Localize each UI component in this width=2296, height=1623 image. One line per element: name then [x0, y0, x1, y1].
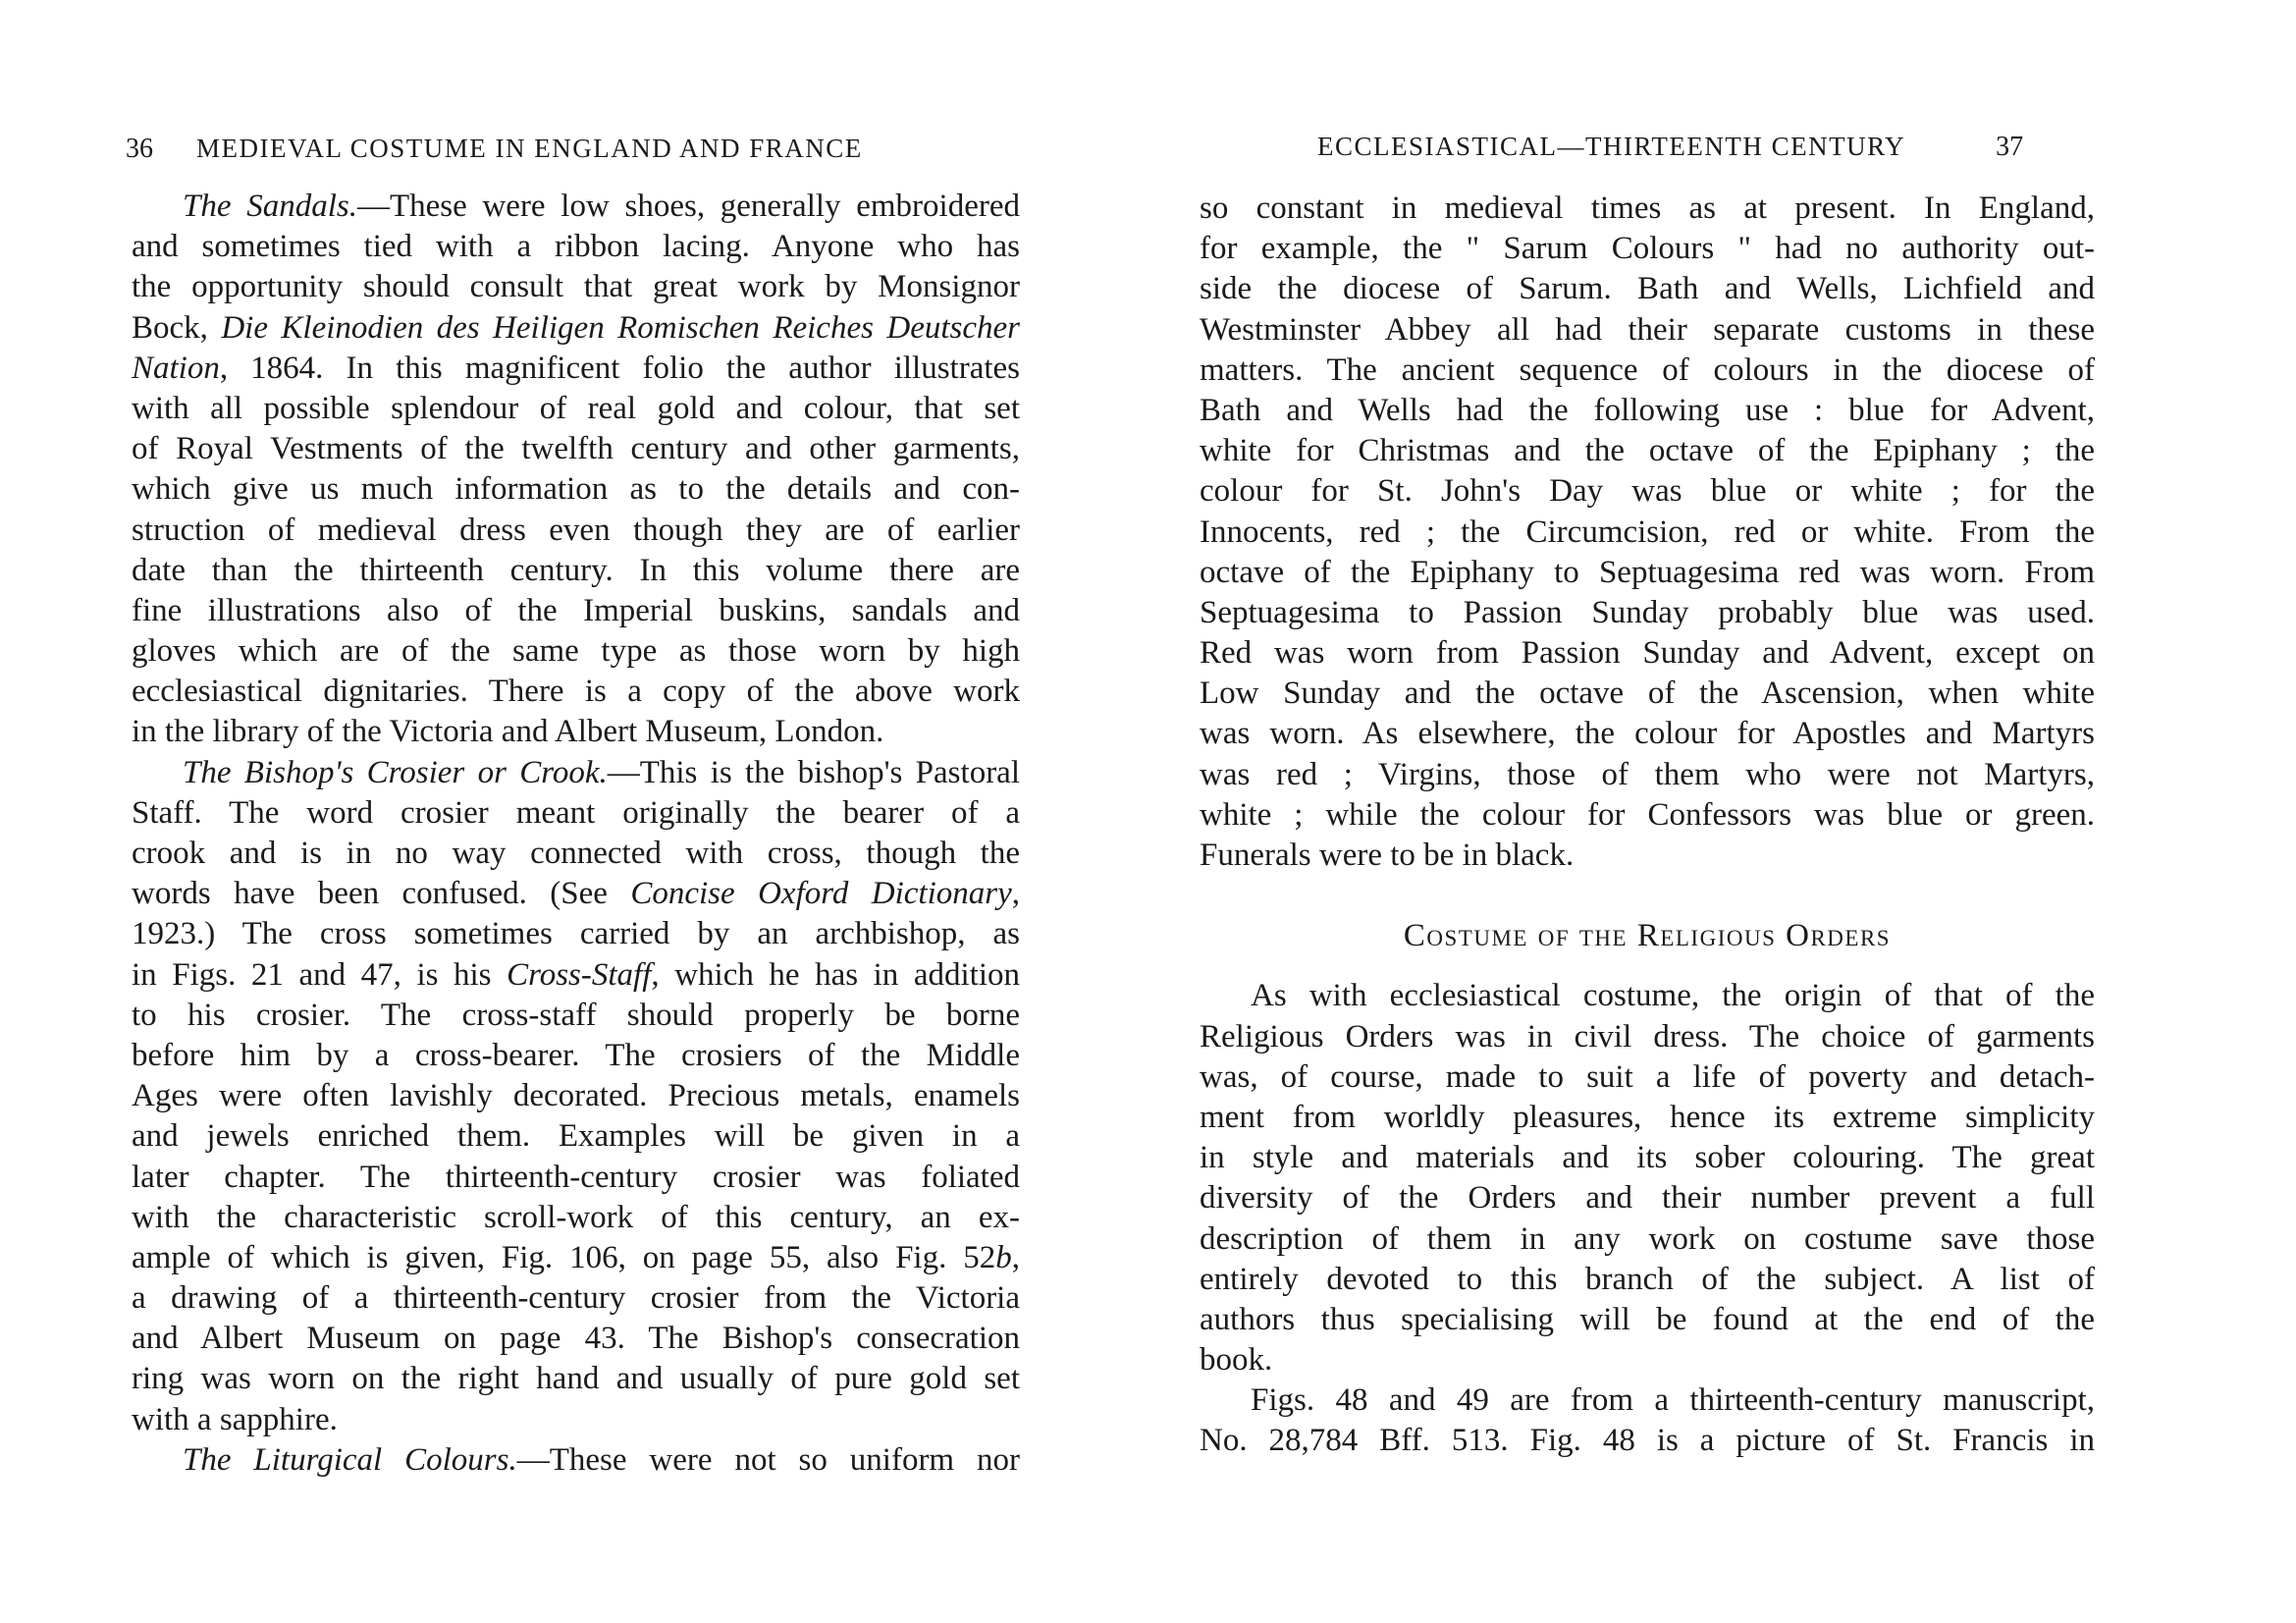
text-line [132, 631, 1020, 672]
text-run: Figs. 48 and 49 are from a thirteenth-century manuscript, [1251, 1382, 2095, 1419]
body-text [1200, 189, 2095, 1462]
text-line [132, 227, 1020, 267]
text-run: 1923.) The cross sometimes carried by an archbishop, as [132, 916, 1020, 952]
italic-text: Die Kleinodien des Heiligen Romischen Reiches Deutscher [221, 309, 1020, 346]
text-line [132, 1036, 1020, 1076]
text-line [132, 187, 1020, 227]
text-line [1200, 674, 2095, 714]
text-line [132, 834, 1020, 874]
text-run: before him by a cross-bearer. The crosiers of the Middle [132, 1037, 1020, 1073]
text-line [132, 1278, 1020, 1319]
text-line [132, 429, 1020, 469]
italic-text: Cross-Staff [507, 956, 652, 993]
running-head [1317, 132, 2023, 163]
running-head-title: MEDIEVAL COSTUME IN ENGLAND AND FRANCE [196, 134, 863, 163]
text-line [132, 591, 1020, 631]
text-run: ecclesiastical dignitaries. There is a copy of the above work [132, 674, 1020, 710]
text-run: entirely devoted to this branch of the subject. A list of [1200, 1261, 2095, 1297]
text-run: , 1864. In this magnificent folio the author illustrates [219, 350, 1020, 386]
text-run: was worn. As elsewhere, the colour for Apostles and Martyrs [1200, 716, 2095, 752]
text-run: Low Sunday and the octave of the Ascension, when white [1200, 676, 2095, 712]
italic-text: Concise Oxford Dictionary [630, 876, 1012, 912]
italic-text: Nation [132, 350, 220, 386]
text-line [1200, 836, 2095, 876]
text-run: and jewels enriched them. Examples will be given in a [132, 1118, 1020, 1155]
text-run: ment from worldly pleasures, hence its extreme simplicity [1200, 1099, 2095, 1135]
text-run: description of them in any work on costume save those [1200, 1220, 2095, 1257]
text-line [1200, 431, 2095, 471]
text-line [132, 551, 1020, 591]
text-run: in the library of the Victoria and Albert Museum, London. [132, 714, 884, 750]
text-run: in Figs. 21 and 47, is his [132, 956, 507, 993]
text-run: Religious Orders was in civil dress. The choice of garments [1200, 1018, 2095, 1055]
text-line [132, 1400, 1020, 1440]
text-line [132, 793, 1020, 834]
italic-text: b [995, 1239, 1012, 1275]
text-line [1200, 310, 2095, 351]
text-run: to his crosier. The cross-staff should properly be borne [132, 997, 1020, 1033]
running-head-title: ECCLESIASTICAL—THIRTEENTH CENTURY [1317, 132, 1906, 161]
text-line [132, 308, 1020, 349]
text-line [1200, 1017, 2095, 1057]
section-heading: Costume of the Religious Orders [1403, 918, 1892, 954]
text-run: date than the thirteenth century. In this volume there are [132, 552, 1020, 588]
running-head [126, 134, 863, 165]
text-line [1200, 1057, 2095, 1098]
text-line [1200, 1178, 2095, 1218]
text-run: side the diocese of Sarum. Bath and Wells, Lichfield and [1200, 271, 2095, 307]
text-line [132, 1116, 1020, 1157]
text-run: the opportunity should consult that great work by Monsignor [132, 269, 1020, 305]
text-run: authors thus specialising will be found at the end of the [1200, 1301, 2095, 1337]
text-run: , [1011, 876, 1020, 912]
italic-text: The Sandals. [183, 189, 357, 224]
text-line [1200, 1260, 2095, 1300]
text-line [1200, 1340, 2095, 1380]
text-run: with the characteristic scroll-work of this century, an ex- [132, 1199, 1020, 1235]
text-line [1200, 269, 2095, 309]
text-run: —These were not so uniform nor [516, 1441, 1021, 1478]
text-run: gloves which are of the same type as those worn by high [132, 633, 1020, 670]
text-line [1200, 391, 2095, 431]
text-run: a drawing of a thirteenth-century crosier from the Victoria [132, 1280, 1020, 1317]
text-run: colour for St. John's Day was blue or white ; for the [1200, 473, 2095, 510]
text-run: ring was worn on the right hand and usually of pure gold set [132, 1361, 1020, 1397]
text-run: Bock, [132, 309, 222, 346]
text-line [132, 914, 1020, 954]
text-line [1200, 229, 2095, 269]
text-run: ample of which is given, Fig. 106, on page 55, also Fig. 52 [132, 1239, 996, 1275]
text-line [132, 1198, 1020, 1238]
text-line [1200, 513, 2095, 553]
text-run: for example, the " Sarum Colours " had no authority out- [1200, 231, 2095, 267]
text-line [132, 672, 1020, 712]
text-line [132, 753, 1020, 793]
text-run: Ages were often lavishly decorated. Precious metals, enamels [132, 1078, 1020, 1114]
text-line [1200, 471, 2095, 512]
italic-text: The Bishop's Crosier or Crook. [183, 754, 608, 790]
text-run: Bath and Wells had the following use : blue for Advent, [1200, 392, 2095, 428]
text-line [1200, 714, 2095, 754]
text-run: diversity of the Orders and their number prevent a full [1200, 1180, 2095, 1217]
text-run: was red ; Virgins, those of them who were not Martyrs, [1200, 756, 2095, 792]
text-run: white ; while the colour for Confessors was blue or green. [1200, 796, 2095, 833]
text-run: Westminster Abbey all had their separate customs in these [1200, 311, 2095, 348]
italic-text: The Liturgical Colours. [183, 1441, 517, 1478]
text-line [1200, 633, 2095, 674]
text-line [1200, 1138, 2095, 1178]
text-run: —These were low shoes, generally embroidered [356, 189, 1020, 224]
text-run: fine illustrations also of the Imperial buskins, sandals and [132, 592, 1020, 628]
text-run: which give us much information as to the details and con- [132, 471, 1020, 508]
text-run: octave of the Epiphany to Septuagesima red was worn. From [1200, 554, 2095, 590]
text-line [1200, 1421, 2095, 1461]
text-line [1200, 351, 2095, 391]
text-line [1200, 553, 2095, 593]
text-line [1200, 795, 2095, 836]
text-run: words have been confused. (See [132, 876, 631, 912]
text-run: and sometimes tied with a ribbon lacing. Anyone who has [132, 229, 1020, 265]
text-run: Staff. The word crosier meant originally the bearer of a [132, 794, 1020, 831]
text-line [1200, 1300, 2095, 1340]
text-run: —This is the bishop's Pastoral [607, 754, 1020, 790]
body-text [132, 187, 1020, 1481]
text-line [132, 1359, 1020, 1399]
text-line [132, 996, 1020, 1036]
page-number: 37 [1996, 132, 2024, 162]
text-line [1200, 593, 2095, 633]
text-run: matters. The ancient sequence of colours in the diocese of [1200, 352, 2095, 388]
text-run: later chapter. The thirteenth-century crosier was foliated [132, 1159, 1020, 1195]
text-run: Innocents, red ; the Circumcision, red or white. From the [1200, 514, 2095, 550]
text-run: with a sapphire. [132, 1401, 338, 1437]
text-run: in style and materials and its sober colouring. The great [1200, 1140, 2095, 1176]
text-line [1200, 1098, 2095, 1138]
text-line [132, 469, 1020, 510]
text-run: of Royal Vestments of the twelfth century and other garments, [132, 431, 1020, 467]
text-run: and Albert Museum on page 43. The Bishop's consecration [132, 1321, 1020, 1357]
text-run: Septuagesima to Passion Sunday probably blue was used. [1200, 594, 2095, 630]
text-run: Red was worn from Passion Sunday and Advent, except on [1200, 635, 2095, 672]
text-line [1200, 976, 2095, 1016]
text-line [1200, 189, 2095, 229]
liturgical-colours-continuation [1200, 189, 2095, 876]
text-run: , which he has in addition [651, 956, 1021, 993]
text-run: so constant in medieval times as at present. In England, [1200, 190, 2095, 226]
religious-orders-section [1200, 976, 2095, 1461]
text-line [132, 389, 1020, 429]
text-run: was, of course, made to suit a life of poverty and detach- [1200, 1058, 2095, 1095]
text-line [132, 1319, 1020, 1359]
text-line [1200, 1380, 2095, 1421]
page-number: 36 [126, 134, 153, 164]
text-line [132, 1076, 1020, 1116]
text-line [132, 712, 1020, 752]
text-run: As with ecclesiastical costume, the origin of that of the [1251, 978, 2095, 1014]
text-line [132, 1440, 1020, 1481]
text-run: white for Christmas and the octave of the Epiphany ; the [1200, 433, 2095, 469]
text-run: , [1011, 1239, 1020, 1275]
text-run: struction of medieval dress even though they are of earlier [132, 512, 1020, 548]
text-line [132, 349, 1020, 389]
text-line [1200, 1219, 2095, 1260]
text-run: No. 28,784 Bff. 513. Fig. 48 is a picture of St. Francis in [1200, 1423, 2095, 1459]
right-page [1148, 0, 2296, 1623]
text-run: Funerals were to be in black. [1200, 838, 1575, 873]
text-line [1200, 755, 2095, 795]
text-run: with all possible splendour of real gold and colour, that set [132, 390, 1020, 426]
text-line [132, 1238, 1020, 1278]
text-line [132, 1158, 1020, 1198]
text-run: crook and is in no way connected with cross, though the [132, 836, 1020, 871]
text-run: book. [1200, 1342, 1273, 1379]
text-line [132, 955, 1020, 996]
text-line [132, 511, 1020, 551]
text-line [132, 874, 1020, 914]
text-line [132, 267, 1020, 307]
